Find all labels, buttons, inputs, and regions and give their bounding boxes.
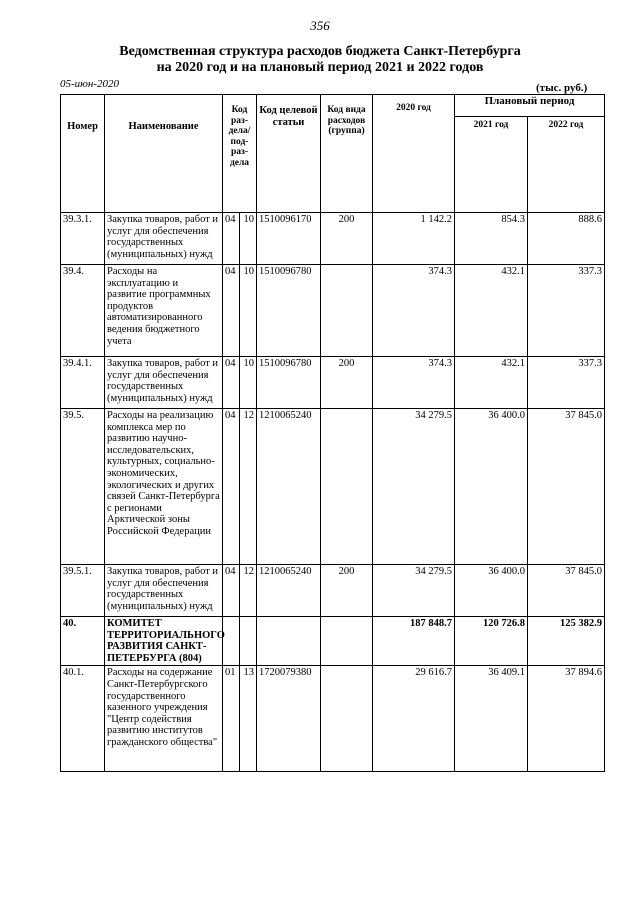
cell-rz: 04 [223,565,240,617]
cell-pr: 13 [240,666,257,772]
cell-v2020: 34 279.5 [373,565,455,617]
table-row [61,565,605,617]
cell-v2021: 120 726.8 [455,617,528,666]
cell-vr [321,265,373,357]
cell-name: Расходы на реализацию комплекса мер по развитию научно-исследовательских, культурных, социально-экономических, экологических и других связей Санкт-Петербурга с регионами Арктической зоны Российской Федерации [105,409,223,565]
cell-v2021: 854.3 [455,213,528,265]
cell-v2021: 36 409.1 [455,666,528,772]
header-2021: 2021 год [455,117,528,213]
units-label: (тыс. руб.) [536,82,588,94]
table-row [61,213,605,265]
cell-name: Расходы на эксплуатацию и развитие программных продуктов автоматизированного ведения бюджетного учета [105,265,223,357]
table-row [61,265,605,357]
budget-table [60,94,605,772]
cell-cs: 1510096780 [257,357,321,409]
cell-name: Закупка товаров, работ и услуг для обеспечения государственных (муниципальных) нужд [105,565,223,617]
cell-v2020: 34 279.5 [373,409,455,565]
document-date: 05-июн-2020 [60,78,120,90]
cell-name: Закупка товаров, работ и услуг для обеспечения государственных (муниципальных) нужд [105,213,223,265]
table-row [61,666,605,772]
cell-v2022: 37 894.6 [528,666,605,772]
cell-num: 39.5.1. [61,565,105,617]
cell-num: 40.1. [61,666,105,772]
cell-v2020: 187 848.7 [373,617,455,666]
cell-vr [321,666,373,772]
cell-v2021: 36 400.0 [455,565,528,617]
table-row [61,617,605,666]
header-number: Номер [61,95,105,213]
cell-vr: 200 [321,565,373,617]
cell-rz [223,617,240,666]
cell-vr: 200 [321,213,373,265]
cell-v2020: 374.3 [373,357,455,409]
header-expense-type: Код вида расходов (группа) [321,95,373,213]
cell-v2020: 374.3 [373,265,455,357]
cell-cs: 1720079380 [257,666,321,772]
cell-cs: 1510096170 [257,213,321,265]
cell-num: 39.3.1. [61,213,105,265]
cell-rz: 01 [223,666,240,772]
cell-v2022: 337.3 [528,265,605,357]
cell-cs: 1510096780 [257,265,321,357]
cell-rz: 04 [223,213,240,265]
cell-v2022: 37 845.0 [528,565,605,617]
cell-v2020: 29 616.7 [373,666,455,772]
table-row [61,409,605,565]
cell-pr [240,617,257,666]
cell-num: 39.5. [61,409,105,565]
cell-v2022: 888.6 [528,213,605,265]
cell-num: 40. [61,617,105,666]
cell-pr: 12 [240,409,257,565]
cell-name: Расходы на содержание Санкт-Петербургского государственного казенного учреждения "Центр содействия развитию институтов гражданского общества" [105,666,223,772]
cell-num: 39.4. [61,265,105,357]
cell-num: 39.4.1. [61,357,105,409]
cell-vr [321,409,373,565]
cell-v2021: 36 400.0 [455,409,528,565]
header-target: Код целевой статьи [257,95,321,213]
cell-vr [321,617,373,666]
cell-v2021: 432.1 [455,265,528,357]
cell-cs: 1210065240 [257,565,321,617]
header-planned: Плановый период [455,95,605,117]
cell-v2022: 337.3 [528,357,605,409]
cell-cs: 1210065240 [257,409,321,565]
page-number: 356 [310,18,330,33]
cell-name: КОМИТЕТ ТЕРРИТОРИАЛЬНОГО РАЗВИТИЯ САНКТ-ПЕТЕРБУРГА (804) [105,617,223,666]
header-2020: 2020 год [373,95,455,213]
header-2022: 2022 год [528,117,605,213]
header-section: Код раз-дела/ под-раз-дела [223,95,257,213]
cell-v2020: 1 142.2 [373,213,455,265]
table-body [61,213,605,772]
cell-rz: 04 [223,357,240,409]
cell-v2021: 432.1 [455,357,528,409]
cell-rz: 04 [223,265,240,357]
cell-name: Закупка товаров, работ и услуг для обеспечения государственных (муниципальных) нужд [105,357,223,409]
title-line-1: Ведомственная структура расходов бюджета Санкт-Петербурга [119,44,521,59]
cell-cs [257,617,321,666]
cell-vr: 200 [321,357,373,409]
cell-pr: 10 [240,265,257,357]
cell-pr: 10 [240,213,257,265]
cell-v2022: 37 845.0 [528,409,605,565]
cell-v2022: 125 382.9 [528,617,605,666]
cell-rz: 04 [223,409,240,565]
table-row [61,357,605,409]
cell-pr: 12 [240,565,257,617]
title-line-2: на 2020 год и на плановый период 2021 и 2022 годов [156,60,484,75]
header-name: Наименование [105,95,223,213]
cell-pr: 10 [240,357,257,409]
page-title [0,44,640,76]
